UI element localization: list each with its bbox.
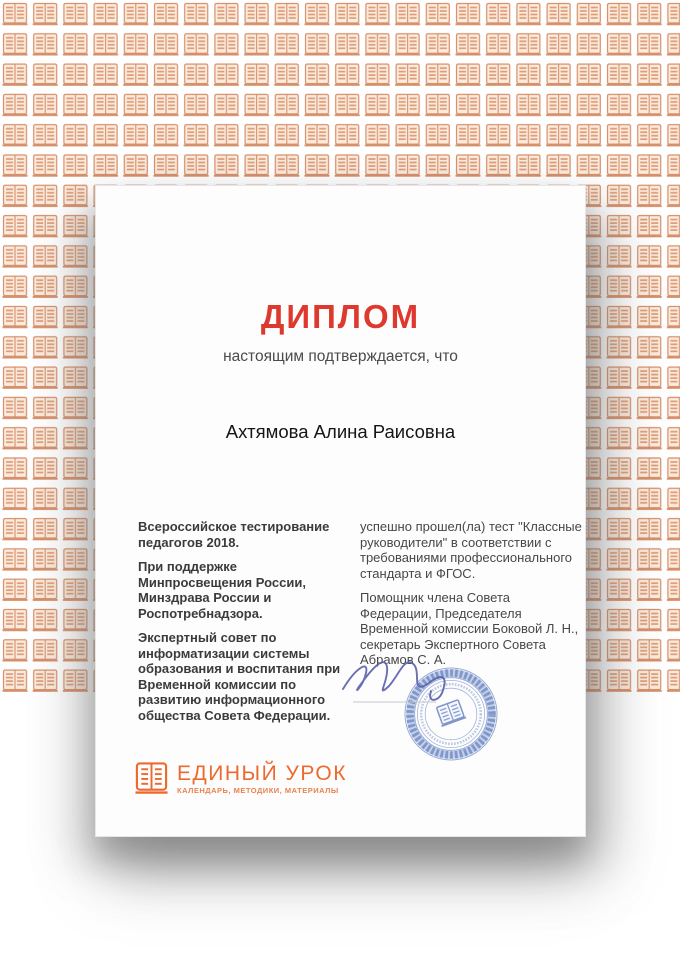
left-paragraph: Экспертный совет по информатизации системы образования и воспитания при Временной комиссии по развитию информационного общества Совета Федерации. xyxy=(138,630,341,723)
left-paragraph: Всероссийское тестирование педагогов 2018. xyxy=(138,519,330,550)
diploma-subtitle: настоящим подтверждается, что xyxy=(223,348,458,365)
diploma-title: ДИПЛОМ xyxy=(260,298,421,335)
ediny-urok-logo xyxy=(134,760,347,796)
recipient-name: Ахтямова Алина Раисовна xyxy=(225,421,456,442)
diploma-card xyxy=(95,185,586,837)
right-paragraph: Помощник члена Совета Федерации, Председателя Временной комиссии Боковой Л. Н., секретарь Экспертного Совета Абрамов С. А. xyxy=(360,590,579,667)
logo-tagline: КАЛЕНДАРЬ, МЕТОДИКИ, МАТЕРИАЛЫ xyxy=(177,786,339,795)
right-paragraph: успешно прошел(ла) тест "Классные руководители" в соответствии с требованиями профессионального стандарта и ФГОС. xyxy=(360,519,582,581)
handwritten-signature-icon xyxy=(339,647,474,709)
open-book-icon xyxy=(134,760,169,795)
logo-text-block xyxy=(177,760,347,796)
left-paragraph: При поддержке Минпросвещения России, Минздрава России и Роспотребнадзора. xyxy=(138,559,306,621)
left-column xyxy=(138,519,349,732)
logo-title: ЕДИНЫЙ УРОК xyxy=(177,762,347,785)
